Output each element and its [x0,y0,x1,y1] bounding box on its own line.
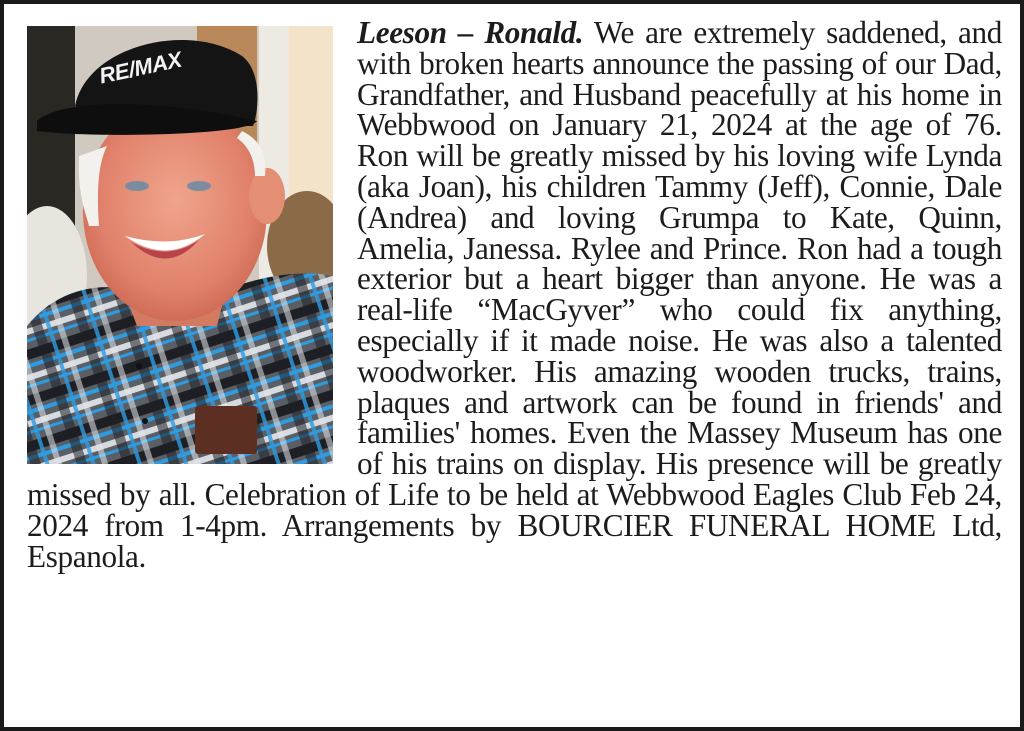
cap-logo-text: RE/MAX [96,46,184,89]
deceased-name: Leeson – Ronald. [357,15,584,50]
obituary-closing: His presence will be greatly missed by all. Celebration of Life to be held at Webbwood Eagles Club Feb 24, 2024 from 1-4pm. Arrangements by BOURCIER FUNERAL HOME Ltd, Espanola. [27,446,1003,574]
obituary-body: We are extremely saddened, and with broken hearts announce the passing of our Dad, Grandfather, and Husband peacefully at his home in Webbwood on January 21, 2024 at the age of 76. Ron will be greatly missed by his loving wife Lynda (aka Joan), his children Tammy (Jeff), Connie, Dale (Andrea) and loving Grumpa to Kate, Quinn, Amelia, Janessa. Rylee and Prince. Ron had a tough exterior but a heart bigger than anyone. He was a real-life “MacGyver” who could fix anything, especially if it made noise. He was also a talented woodworker. His amazing wooden trucks, trains, plaques and artwork can be found in friends' and families' homes. Even the Massey Museum has one of his trains on display. [357,15,1002,482]
portrait-photo [27,26,333,464]
obituary-text-block [27,15,1003,574]
portrait-illustration [27,26,333,464]
